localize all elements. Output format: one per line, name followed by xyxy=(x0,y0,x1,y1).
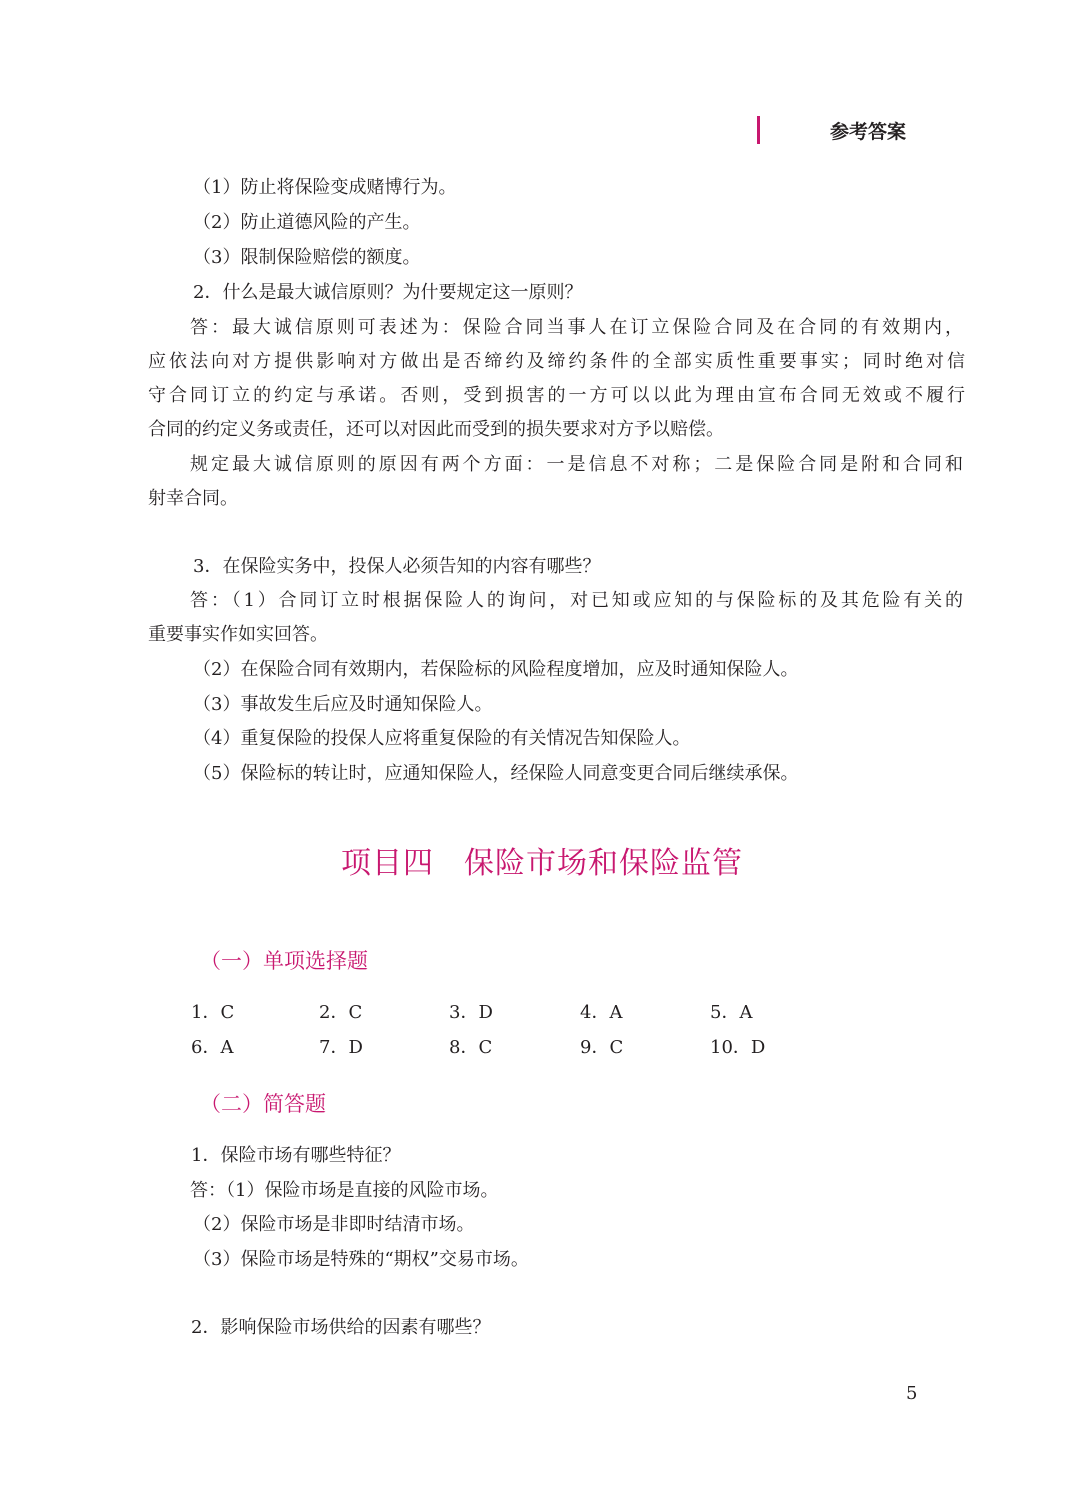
answer-line: 合同的约定义务或责任，还可以对因此而受到的损失要求对方予以赔偿。 xyxy=(148,419,724,440)
answer-line: 守合同订立的约定与承诺。否则，受到损害的一方可以以此为理由宣布合同无效或不履行 xyxy=(148,385,965,406)
header-accent-bar xyxy=(757,116,760,144)
answer-line: 规定最大诚信原则的原因有两个方面：一是信息不对称；二是保险合同是附和合同和 xyxy=(190,454,963,475)
answer-line: 答：（1）保险市场是直接的风险市场。 xyxy=(190,1180,499,1201)
question-text: 3．在保险实务中，投保人必须告知的内容有哪些？ xyxy=(193,556,601,577)
answer-line: 重要事实作如实回答。 xyxy=(148,624,328,645)
answer-line: 射幸合同。 xyxy=(148,488,238,509)
list-item: （2）防止道德风险的产生。 xyxy=(193,212,421,233)
answer-item: 10．D xyxy=(710,1037,766,1058)
question-text: 2．影响保险市场供给的因素有哪些？ xyxy=(191,1317,491,1338)
answer-item: 8．C xyxy=(449,1037,493,1058)
answer-item: 9．C xyxy=(580,1037,624,1058)
list-item: （5）保险标的转让时，应通知保险人，经保险人同意变更合同后继续承保。 xyxy=(193,763,799,784)
project-title: 保险市场和保险监管 xyxy=(464,846,743,881)
answer-line: 应依法向对方提供影响对方做出是否缔约及缔约条件的全部实质性重要事实；同时绝对信 xyxy=(148,351,965,372)
answer-item: 3．D xyxy=(449,1002,493,1023)
project-label: 项目四 xyxy=(341,846,434,881)
running-header: 参考答案 xyxy=(830,121,907,143)
list-item: （1）防止将保险变成赌博行为。 xyxy=(193,177,457,198)
page-number: 5 xyxy=(906,1383,918,1404)
section-heading: （一）单项选择题 xyxy=(200,949,368,973)
answer-item: 7．D xyxy=(319,1037,363,1058)
answer-item: 6．A xyxy=(191,1037,234,1058)
answer-line: 答：最大诚信原则可表述为：保险合同当事人在订立保险合同及在合同的有效期内， xyxy=(190,317,963,338)
project-heading xyxy=(0,838,1084,882)
list-item: （3）保险市场是特殊的“期权”交易市场。 xyxy=(193,1249,529,1270)
list-item: （4）重复保险的投保人应将重复保险的有关情况告知保险人。 xyxy=(193,728,691,749)
list-item: （2）保险市场是非即时结清市场。 xyxy=(193,1214,475,1235)
answer-item: 5．A xyxy=(710,1002,753,1023)
list-item: （3）事故发生后应及时通知保险人。 xyxy=(193,694,493,715)
list-item: （2）在保险合同有效期内，若保险标的风险程度增加，应及时通知保险人。 xyxy=(193,659,799,680)
list-item: （3）限制保险赔偿的额度。 xyxy=(193,247,421,268)
question-text: 1．保险市场有哪些特征？ xyxy=(191,1145,401,1166)
section-heading: （二）简答题 xyxy=(200,1092,326,1116)
answer-item: 4．A xyxy=(580,1002,623,1023)
question-text: 2．什么是最大诚信原则？为什要规定这一原则？ xyxy=(193,282,583,303)
answer-item: 2．C xyxy=(319,1002,363,1023)
answer-line: 答：（1）合同订立时根据保险人的询问，对已知或应知的与保险标的及其危险有关的 xyxy=(190,590,963,611)
answer-item: 1．C xyxy=(191,1002,235,1023)
